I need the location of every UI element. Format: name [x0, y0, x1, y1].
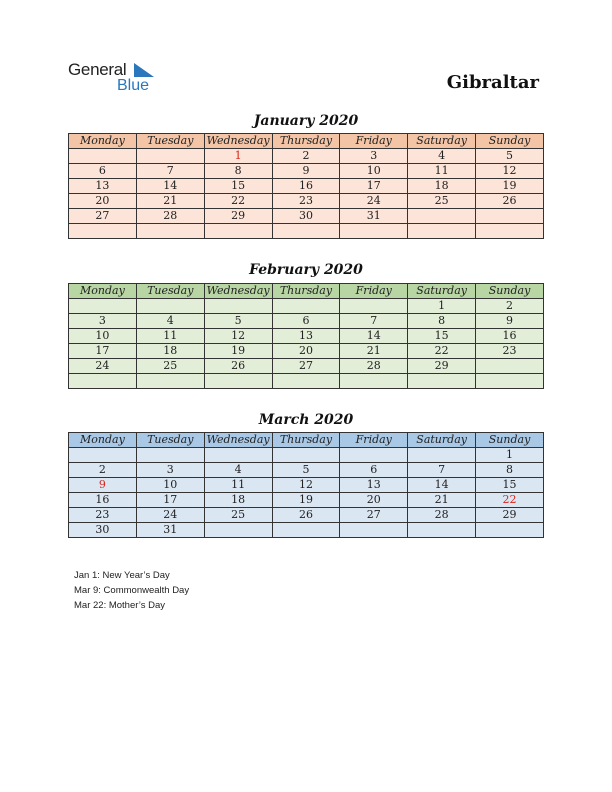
day-cell [136, 224, 204, 239]
day-cell: 22 [408, 344, 476, 359]
day-cell [476, 224, 544, 239]
day-cell: 8 [476, 463, 544, 478]
day-cell [204, 299, 272, 314]
day-cell: 14 [340, 329, 408, 344]
day-cell [340, 523, 408, 538]
month-title-january: January 2020 [253, 113, 359, 129]
week-row [69, 314, 544, 329]
day-cell [69, 149, 137, 164]
day-cell: 7 [408, 463, 476, 478]
weekday-header: Monday [69, 284, 137, 299]
day-cell [69, 448, 137, 463]
day-cell [136, 299, 204, 314]
day-cell: 24 [69, 359, 137, 374]
day-cell [272, 224, 340, 239]
week-row [69, 478, 544, 493]
day-cell: 17 [69, 344, 137, 359]
day-cell: 27 [340, 508, 408, 523]
day-cell: 1 [408, 299, 476, 314]
day-cell: 22 [204, 194, 272, 209]
day-cell [340, 224, 408, 239]
weekday-header: Tuesday [136, 284, 204, 299]
day-cell [408, 209, 476, 224]
day-cell: 18 [408, 179, 476, 194]
day-cell: 4 [136, 314, 204, 329]
day-cell: 6 [340, 463, 408, 478]
day-cell: 29 [408, 359, 476, 374]
day-cell [476, 374, 544, 389]
day-cell: 24 [340, 194, 408, 209]
day-cell: 1 [476, 448, 544, 463]
logo-triangle-icon [134, 63, 154, 77]
day-cell: 27 [272, 359, 340, 374]
day-cell: 15 [204, 179, 272, 194]
day-cell: 28 [340, 359, 408, 374]
day-cell [476, 209, 544, 224]
day-cell: 23 [272, 194, 340, 209]
calendar-march [68, 432, 544, 538]
day-cell: 15 [408, 329, 476, 344]
day-cell: 2 [69, 463, 137, 478]
week-row [69, 463, 544, 478]
holiday-day-cell: 1 [204, 149, 272, 164]
day-cell: 26 [204, 359, 272, 374]
day-cell [69, 299, 137, 314]
day-cell: 3 [340, 149, 408, 164]
weekday-header: Monday [69, 134, 137, 149]
day-cell: 6 [272, 314, 340, 329]
day-cell: 19 [272, 493, 340, 508]
day-cell [204, 448, 272, 463]
holiday-day-cell: 9 [69, 478, 137, 493]
day-cell: 12 [272, 478, 340, 493]
month-title-march: March 2020 [258, 412, 354, 428]
weekday-header: Sunday [476, 134, 544, 149]
day-cell: 3 [69, 314, 137, 329]
logo-word-blue: Blue [117, 77, 150, 94]
day-cell [204, 374, 272, 389]
day-cell: 13 [272, 329, 340, 344]
weekday-header: Thursday [272, 284, 340, 299]
week-row [69, 374, 544, 389]
weekday-header: Sunday [476, 433, 544, 448]
day-cell: 13 [69, 179, 137, 194]
day-cell [476, 523, 544, 538]
day-cell: 21 [340, 344, 408, 359]
week-row [69, 448, 544, 463]
week-row [69, 523, 544, 538]
holiday-day-cell: 22 [476, 493, 544, 508]
weekday-header: Wednesday [204, 284, 272, 299]
week-row [69, 299, 544, 314]
country-title: Gibraltar [446, 72, 539, 93]
day-cell: 30 [69, 523, 137, 538]
day-cell: 5 [476, 149, 544, 164]
day-cell: 31 [340, 209, 408, 224]
day-cell: 2 [476, 299, 544, 314]
day-cell: 12 [204, 329, 272, 344]
day-cell [69, 224, 137, 239]
week-row [69, 329, 544, 344]
day-cell: 20 [69, 194, 137, 209]
day-cell [136, 448, 204, 463]
day-cell: 7 [340, 314, 408, 329]
day-cell [340, 448, 408, 463]
day-cell: 17 [136, 493, 204, 508]
weekday-header-row [69, 433, 544, 448]
week-row [69, 493, 544, 508]
weekday-header: Monday [69, 433, 137, 448]
day-cell: 17 [340, 179, 408, 194]
day-cell: 16 [69, 493, 137, 508]
weekday-header: Thursday [272, 134, 340, 149]
day-cell: 8 [204, 164, 272, 179]
weekday-header: Friday [340, 134, 408, 149]
day-cell: 25 [136, 359, 204, 374]
day-cell: 9 [476, 314, 544, 329]
day-cell: 23 [476, 344, 544, 359]
day-cell: 30 [272, 209, 340, 224]
week-row [69, 508, 544, 523]
logo-word-general: General [68, 60, 127, 79]
day-cell: 23 [69, 508, 137, 523]
weekday-header: Friday [340, 433, 408, 448]
day-cell [476, 359, 544, 374]
week-row [69, 359, 544, 374]
day-cell: 3 [136, 463, 204, 478]
day-cell [272, 523, 340, 538]
day-cell: 18 [204, 493, 272, 508]
day-cell: 27 [69, 209, 137, 224]
day-cell: 18 [136, 344, 204, 359]
calendar-february [68, 283, 544, 389]
day-cell: 16 [272, 179, 340, 194]
day-cell: 11 [136, 329, 204, 344]
day-cell: 13 [340, 478, 408, 493]
day-cell [340, 299, 408, 314]
month-title-february: February 2020 [249, 262, 363, 278]
day-cell: 2 [272, 149, 340, 164]
day-cell [272, 448, 340, 463]
day-cell [272, 374, 340, 389]
day-cell: 11 [204, 478, 272, 493]
weekday-header: Thursday [272, 433, 340, 448]
calendar-january [68, 133, 544, 239]
week-row [69, 209, 544, 224]
day-cell [340, 374, 408, 389]
day-cell: 15 [476, 478, 544, 493]
brand-logo [68, 60, 168, 96]
day-cell [408, 448, 476, 463]
day-cell: 19 [204, 344, 272, 359]
day-cell: 21 [408, 493, 476, 508]
day-cell: 25 [204, 508, 272, 523]
day-cell: 21 [136, 194, 204, 209]
day-cell [408, 523, 476, 538]
day-cell [272, 299, 340, 314]
day-cell [204, 523, 272, 538]
day-cell: 6 [69, 164, 137, 179]
day-cell: 19 [476, 179, 544, 194]
day-cell: 20 [272, 344, 340, 359]
day-cell: 8 [408, 314, 476, 329]
day-cell: 4 [408, 149, 476, 164]
weekday-header: Friday [340, 284, 408, 299]
weekday-header-row [69, 134, 544, 149]
day-cell [204, 224, 272, 239]
week-row [69, 149, 544, 164]
weekday-header: Sunday [476, 284, 544, 299]
holiday-item: Mar 22: Mother’s Day [74, 600, 165, 611]
holiday-item: Mar 9: Commonwealth Day [74, 585, 190, 596]
day-cell: 9 [272, 164, 340, 179]
holiday-list [74, 568, 189, 613]
weekday-header: Saturday [408, 284, 476, 299]
week-row [69, 179, 544, 194]
day-cell: 10 [136, 478, 204, 493]
day-cell: 14 [136, 179, 204, 194]
day-cell: 11 [408, 164, 476, 179]
day-cell: 31 [136, 523, 204, 538]
holiday-item: Jan 1: New Year’s Day [74, 570, 170, 581]
day-cell [136, 149, 204, 164]
weekday-header: Saturday [408, 134, 476, 149]
weekday-header: Tuesday [136, 433, 204, 448]
day-cell [136, 374, 204, 389]
day-cell: 4 [204, 463, 272, 478]
week-row [69, 194, 544, 209]
day-cell: 16 [476, 329, 544, 344]
day-cell: 10 [340, 164, 408, 179]
day-cell: 28 [136, 209, 204, 224]
day-cell [408, 224, 476, 239]
day-cell: 12 [476, 164, 544, 179]
day-cell: 20 [340, 493, 408, 508]
day-cell: 29 [476, 508, 544, 523]
day-cell: 29 [204, 209, 272, 224]
week-row [69, 224, 544, 239]
day-cell: 26 [272, 508, 340, 523]
day-cell: 25 [408, 194, 476, 209]
weekday-header-row [69, 284, 544, 299]
day-cell: 10 [69, 329, 137, 344]
day-cell: 28 [408, 508, 476, 523]
weekday-header: Tuesday [136, 134, 204, 149]
day-cell: 7 [136, 164, 204, 179]
day-cell: 24 [136, 508, 204, 523]
day-cell [408, 374, 476, 389]
day-cell: 26 [476, 194, 544, 209]
day-cell [69, 374, 137, 389]
week-row [69, 344, 544, 359]
week-row [69, 164, 544, 179]
day-cell: 5 [204, 314, 272, 329]
day-cell: 5 [272, 463, 340, 478]
weekday-header: Wednesday [204, 433, 272, 448]
weekday-header: Saturday [408, 433, 476, 448]
weekday-header: Wednesday [204, 134, 272, 149]
day-cell: 14 [408, 478, 476, 493]
